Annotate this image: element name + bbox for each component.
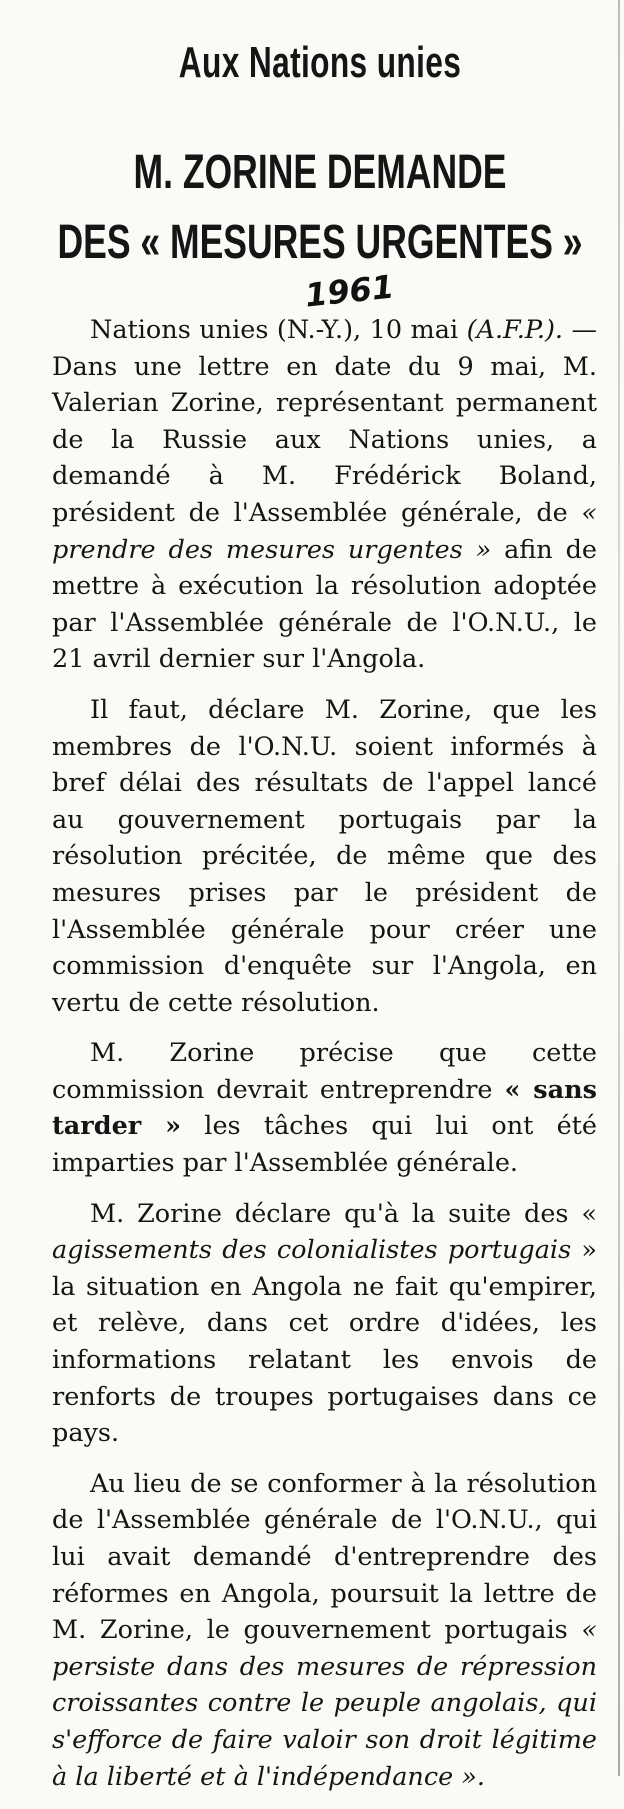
quote-sans-tarder: « sans tarder » — [52, 1074, 598, 1142]
paragraph-1-text-end: afin de mettre à exécution la résolution adoptée par l'Assemblée générale de l'O.N.U., le 21 avril dernier sur l'Angola. — [52, 534, 597, 675]
dateline-text: Nations unies (N.-Y.), 10 mai — [90, 315, 467, 345]
quote-urgent-measures: « prendre des mesures urgentes » — [52, 497, 597, 565]
paragraph-3-text: M. Zorine précise que cette commission devrait entreprendre — [52, 1038, 597, 1105]
paragraph-5-text: Au lieu de se conformer à la résolution de l'Assemblée générale de l'O.N.U., qui lui avait demandé d'entreprendre des réformes en Angola, poursuit la lettre de M. Zorine, le gouvernement portugais — [52, 1468, 597, 1646]
paragraph-3-text-end: les tâches qui lui ont été imparties par l'Assemblée générale. — [52, 1111, 597, 1179]
headline-line-1: M. ZORINE DEMANDE — [133, 146, 507, 199]
quote-agissements: agissements des colonialistes portugais — [52, 1235, 572, 1266]
paragraph-3 — [52, 1035, 597, 1181]
handwritten-year: 1961 — [303, 267, 396, 315]
paragraph-5 — [52, 1466, 597, 1795]
paragraph-4-text: M. Zorine déclare qu'à la suite des « — [90, 1198, 597, 1229]
paragraph-2: Il faut, déclare M. Zorine, que les membres de l'O.N.U. soient informés à bref délai des résultats de l'appel lancé au gouvernement portugais par la résolution précitée, de même que des mesures prises par le président de l'Assemblée générale pour créer une commission d'enquête sur l'Angola, en vertu de cette résolution. — [52, 694, 597, 1018]
quote-persiste: « persiste dans des mesures de répression croissantes contre le peuple angolais, qui s'efforce de faire valoir son droit légitime à la liberté et à l'indépendance ». — [52, 1615, 597, 1792]
paragraph-1-text: — Dans une lettre en date du 9 mai, M. Valerian Zorine, représentant permanent de la Russie aux Nations unies, a demandé à M. Frédérick Boland, président de l'Assemblée générale, de — [52, 315, 598, 528]
headline-line-2: DES « MESURES URGENTES » — [57, 216, 583, 269]
paragraph-4 — [52, 1196, 597, 1452]
headline — [39, 138, 601, 278]
paragraph-4-text-end: » la situation en Angola ne fait qu'empirer, et relève, dans cet ordre d'idées, les informations relatant les envois de renforts de troupes portugaises dans ce pays. — [52, 1235, 597, 1449]
section-kicker: Aux Nations unies — [178, 38, 462, 87]
dateline-agency: (A.F.P.). — [466, 315, 564, 345]
article-body — [52, 312, 597, 1809]
paragraph-1 — [52, 312, 597, 678]
